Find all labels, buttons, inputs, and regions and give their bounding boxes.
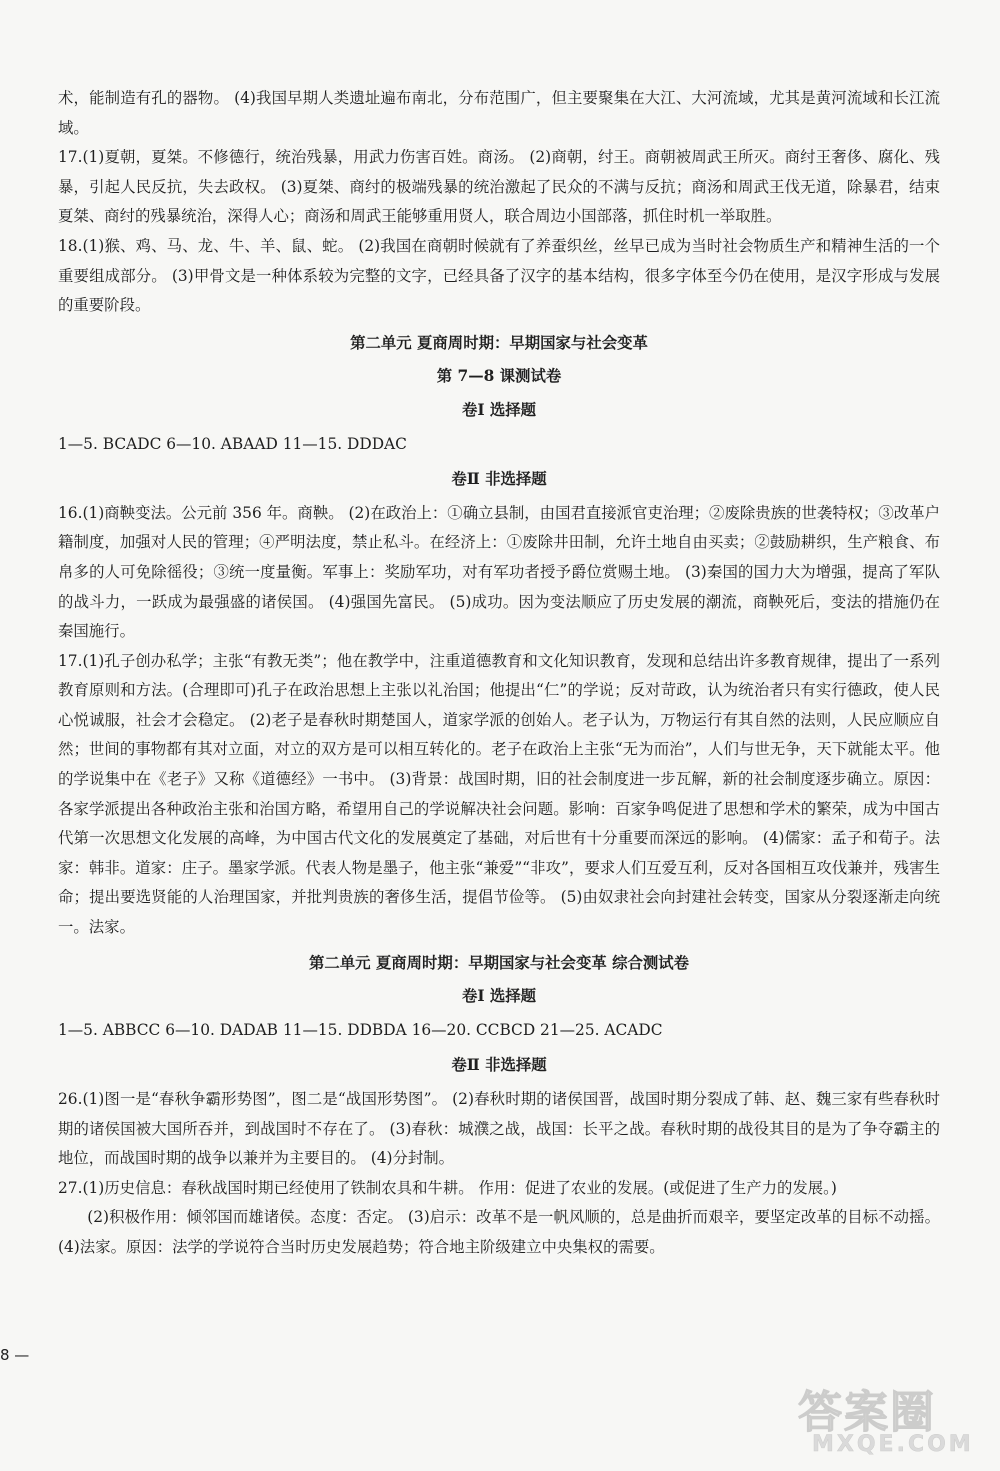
part1-title: 卷Ⅰ 选择题 (461, 400, 537, 419)
test-title: 第 7—8 课测试卷 (436, 367, 562, 386)
watermark-logo (798, 1376, 988, 1468)
part1-answers: 1—5. ABBCC 6—10. DADAB 11—15. DDBDA 16—20. CCBCD 21—25. ACADC (58, 1020, 663, 1039)
page-number: 8 — (0, 1346, 30, 1364)
part2-title: 卷Ⅱ 非选择题 (451, 470, 547, 489)
watermark-main-text: 答案圈 (798, 1387, 936, 1438)
paragraph-q18: 18.(1)猴、鸡、马、龙、牛、羊、鼠、蛇。 (2)我国在商朝时候就有了养蚕织丝，丝早已成为当时社会物质生产和精神生活的一个重要组成部分。 (3)甲骨文是一种体系较为完整的文字，已经具备了汉字的基本结构，很多字体至今仍在使用，是汉字形成与发展的重要阶段。 (58, 236, 940, 315)
paragraph-q16-tail: 术，能制造有孔的器物。 (4)我国早期人类遗址遍布南北，分布范围广，但主要聚集在大江、大河流域，尤其是黄河流域和长江流域。 (58, 89, 940, 137)
part2-title: 卷Ⅱ 非选择题 (451, 1056, 547, 1075)
watermark-url-text: MXQE.COM (812, 1432, 974, 1457)
paragraph-q27-part2: (2)积极作用：倾邻国而雄诸侯。态度：否定。 (3)启示：改革不是一帆风顺的，总是曲折而艰辛，要坚定改革的目标不动摇。 (4)法家。原因：法学的学说符合当时历史发展趋势；符合地主阶级建立中央集权的需要。 (58, 1208, 940, 1256)
paragraph-q27-part1: 27.(1)历史信息：春秋战国时期已经使用了铁制农具和牛耕。 作用：促进了农业的发展。(或促进了生产力的发展。) (58, 1178, 837, 1197)
part1-answers: 1—5. BCADC 6—10. ABAAD 11—15. DDDAC (58, 434, 407, 453)
paragraph-q16: 16.(1)商鞅变法。公元前 356 年。商鞅。 (2)在政治上：①确立县制，由国君直接派官吏治理；②废除贵族的世袭特权；③改革户籍制度，加强对人民的管理；④严明法度，禁止私斗。在经济上：①废除井田制，允许土地自由买卖；②鼓励耕织，生产粮食、布帛多的人可免除徭役；③统一度量衡。军事上：奖励军功，对有军功者授予爵位赏赐土地。 (3)秦国的国力大为增强，提高了军队的战斗力，一跃成为最强盛的诸侯国。 (4)强国先富民。 (5)成功。因为变法顺应了历史发展的潮流，商鞅死后，变法的措施仍在秦国施行。 (58, 503, 940, 641)
unit-title: 第二单元 夏商周时期：早期国家与社会变革 (350, 333, 648, 352)
paragraph-q17: 17.(1)夏朝，夏桀。不修德行，统治残暴，用武力伤害百姓。商汤。 (2)商朝，纣王。商朝被周武王所灭。商纣王奢侈、腐化、残暴，引起人民反抗，失去政权。 (3)夏桀、商纣的极端残暴的统治激起了民众的不满与反抗；商汤和周武王伐无道，除暴君，结束夏桀、商纣的残暴统治，深得人心；商汤和周武王能够重用贤人，联合周边小国部落，抓住时机一举取胜。 (58, 148, 940, 226)
unit-title-comprehensive: 第二单元 夏商周时期：早期国家与社会变革 综合测试卷 (308, 953, 690, 972)
answer-page (58, 84, 940, 1263)
paragraph-q17: 17.(1)孔子创办私学；主张“有教无类”；他在教学中，注重道德教育和文化知识教育，发现和总结出许多教育规律，提出了一系列教育原则和方法。(合理即可)孔子在政治思想上主张以礼治国；他提出“仁”的学说；反对苛政，认为统治者只有实行德政，使人民心悦诚服，社会才会稳定。 (2)老子是春秋时期楚国人，道家学派的创始人。老子认为，万物运行有其自然的法则，人民应顺应自然；世间的事物都有其对立面，对立的双方是可以相互转化的。老子在政治上主张“无为而治”，人们与世无争，天下就能太平。他的学说集中在《老子》又称《道德经》一书中。 (3)背景：战国时期，旧的社会制度进一步瓦解，新的社会制度逐步确立。原因：各家学派提出各种政治主张和治国方略，希望用自己的学说解决社会问题。影响：百家争鸣促进了思想和学术的繁荣，成为中国古代第一次思想文化发展的高峰，为中国古代文化的发展奠定了基础，对后世有十分重要而深远的影响。 (4)儒家：孟子和荀子。法家：韩非。道家：庄子。墨家学派。代表人物是墨子，他主张“兼爱”“非攻”，要求人们互爱互利，反对各国相互攻伐兼并，残害生命；提出要选贤能的人治理国家，并批判贵族的奢侈生活，提倡节俭等。 (5)由奴隶社会向封建社会转变，国家从分裂逐渐走向统一。法家。 (58, 651, 940, 937)
part1-title: 卷Ⅰ 选择题 (461, 987, 537, 1006)
paragraph-q26: 26.(1)图一是“春秋争霸形势图”，图二是“战国形势图”。 (2)春秋时期的诸侯国晋，战国时期分裂成了韩、赵、魏三家有些春秋时期的诸侯国被大国所吞并，到战国时不存在了。 (3)春秋：城濮之战，战国：长平之战。春秋时期的战役其目的是为了争夺霸主的地位，而战国时期的战争以兼并为主要目的。 (4)分封制。 (58, 1090, 940, 1168)
